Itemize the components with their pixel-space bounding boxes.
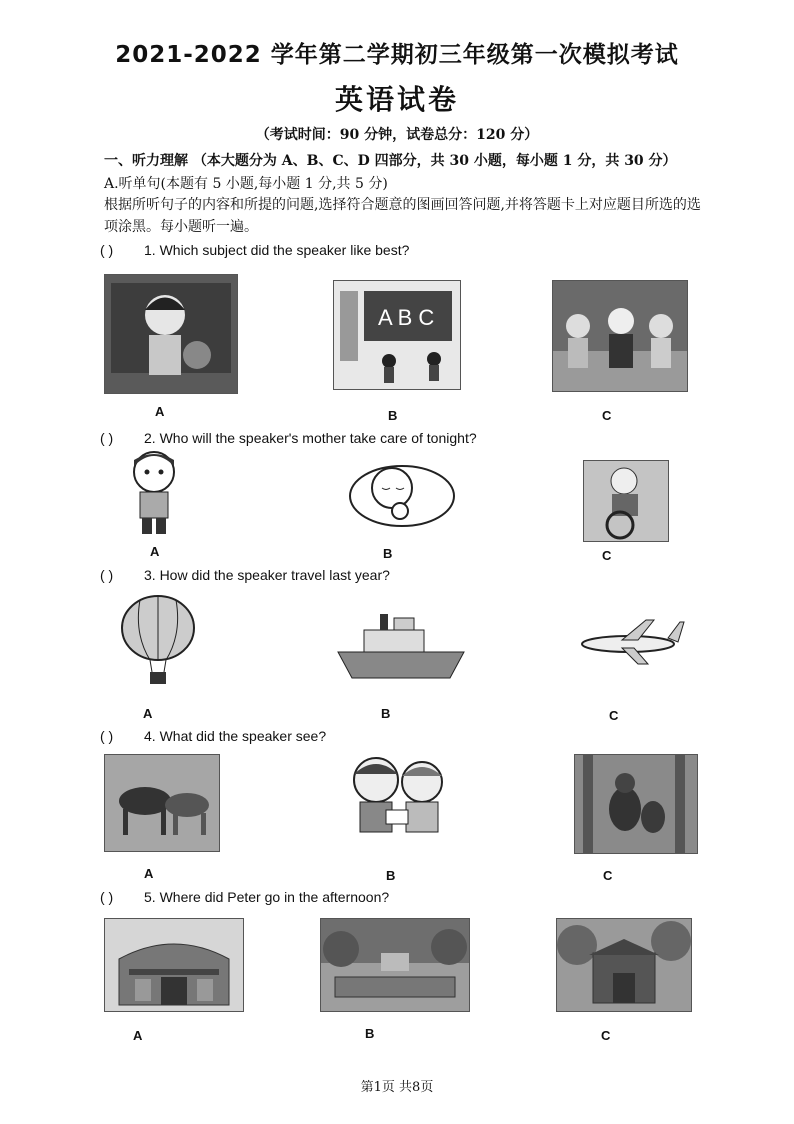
- option-label: B: [381, 706, 391, 721]
- part-a-title: A.听单句(本题有 5 小题,每小题 1 分,共 5 分): [104, 176, 388, 192]
- option-label: B: [386, 868, 396, 883]
- answer-blank[interactable]: ( ): [100, 567, 114, 583]
- question-text: 5. Where did Peter go in the afternoon?: [144, 889, 390, 905]
- sleeping-baby-icon[interactable]: [340, 456, 458, 534]
- question-4: [100, 728, 326, 744]
- question-text: 1. Which subject did the speaker like best?: [144, 242, 410, 258]
- two-children-icon[interactable]: [334, 754, 462, 850]
- question-text: 4. What did the speaker see?: [144, 728, 327, 744]
- answer-blank[interactable]: ( ): [100, 430, 114, 446]
- question-text: 3. How did the speaker travel last year?: [144, 567, 390, 583]
- option-label: A: [155, 404, 165, 419]
- section-title: 一、听力理解 （本大题分为 A、B、C、D 四部分，共 30 小题，每小题 1 分，共 30 分）: [104, 153, 677, 169]
- question-text: 2. Who will the speaker's mother take care of tonight?: [144, 430, 477, 446]
- option-label: C: [609, 708, 619, 723]
- instructions: 根据所听句子的内容和所提的问题,选择符合题意的图画回答问题,并将答题卡上对应题目所选的选项涂黑。每小题听一遍。: [104, 197, 701, 235]
- answer-blank[interactable]: ( ): [100, 242, 114, 258]
- question-2: [100, 430, 477, 446]
- exam-info: （考试时间：90 分钟，试卷总分：120 分）: [255, 127, 539, 143]
- question-3: [100, 567, 390, 583]
- exam-subject-title: 英语试卷: [334, 83, 459, 116]
- option-label: A: [133, 1028, 143, 1043]
- monkeys-icon[interactable]: [574, 754, 698, 854]
- exam-title: 2021-2022 学年第二学期初三年级第一次模拟考试: [115, 42, 679, 68]
- abc-classroom-icon[interactable]: [333, 280, 461, 390]
- option-label: B: [388, 408, 398, 423]
- option-label: C: [601, 1028, 611, 1043]
- horses-icon[interactable]: [104, 754, 220, 852]
- option-label: C: [602, 548, 612, 563]
- answer-blank[interactable]: ( ): [100, 728, 114, 744]
- page-footer: 第1页 共8页: [360, 1080, 434, 1095]
- hot-air-balloon-icon[interactable]: [112, 594, 204, 690]
- svg-text:A B C: A B C: [378, 305, 435, 330]
- ship-icon[interactable]: [334, 608, 468, 686]
- question-1: [100, 242, 409, 258]
- wheelchair-person-icon[interactable]: [583, 460, 669, 542]
- option-label: A: [143, 706, 153, 721]
- round-building-icon[interactable]: [104, 918, 244, 1012]
- option-label: B: [365, 1026, 375, 1041]
- park-gate-icon[interactable]: [320, 918, 470, 1012]
- teacher-at-chalkboard-icon[interactable]: [104, 274, 238, 394]
- airplane-icon[interactable]: [576, 616, 686, 668]
- old-building-icon[interactable]: [556, 918, 692, 1012]
- science-lab-icon[interactable]: [552, 280, 688, 392]
- option-label: A: [144, 866, 154, 881]
- option-label: C: [603, 868, 613, 883]
- question-5: [100, 889, 389, 905]
- boy-icon[interactable]: [118, 448, 190, 540]
- answer-blank[interactable]: ( ): [100, 889, 114, 905]
- option-label: B: [383, 546, 393, 561]
- option-label: A: [150, 544, 160, 559]
- option-label: C: [602, 408, 612, 423]
